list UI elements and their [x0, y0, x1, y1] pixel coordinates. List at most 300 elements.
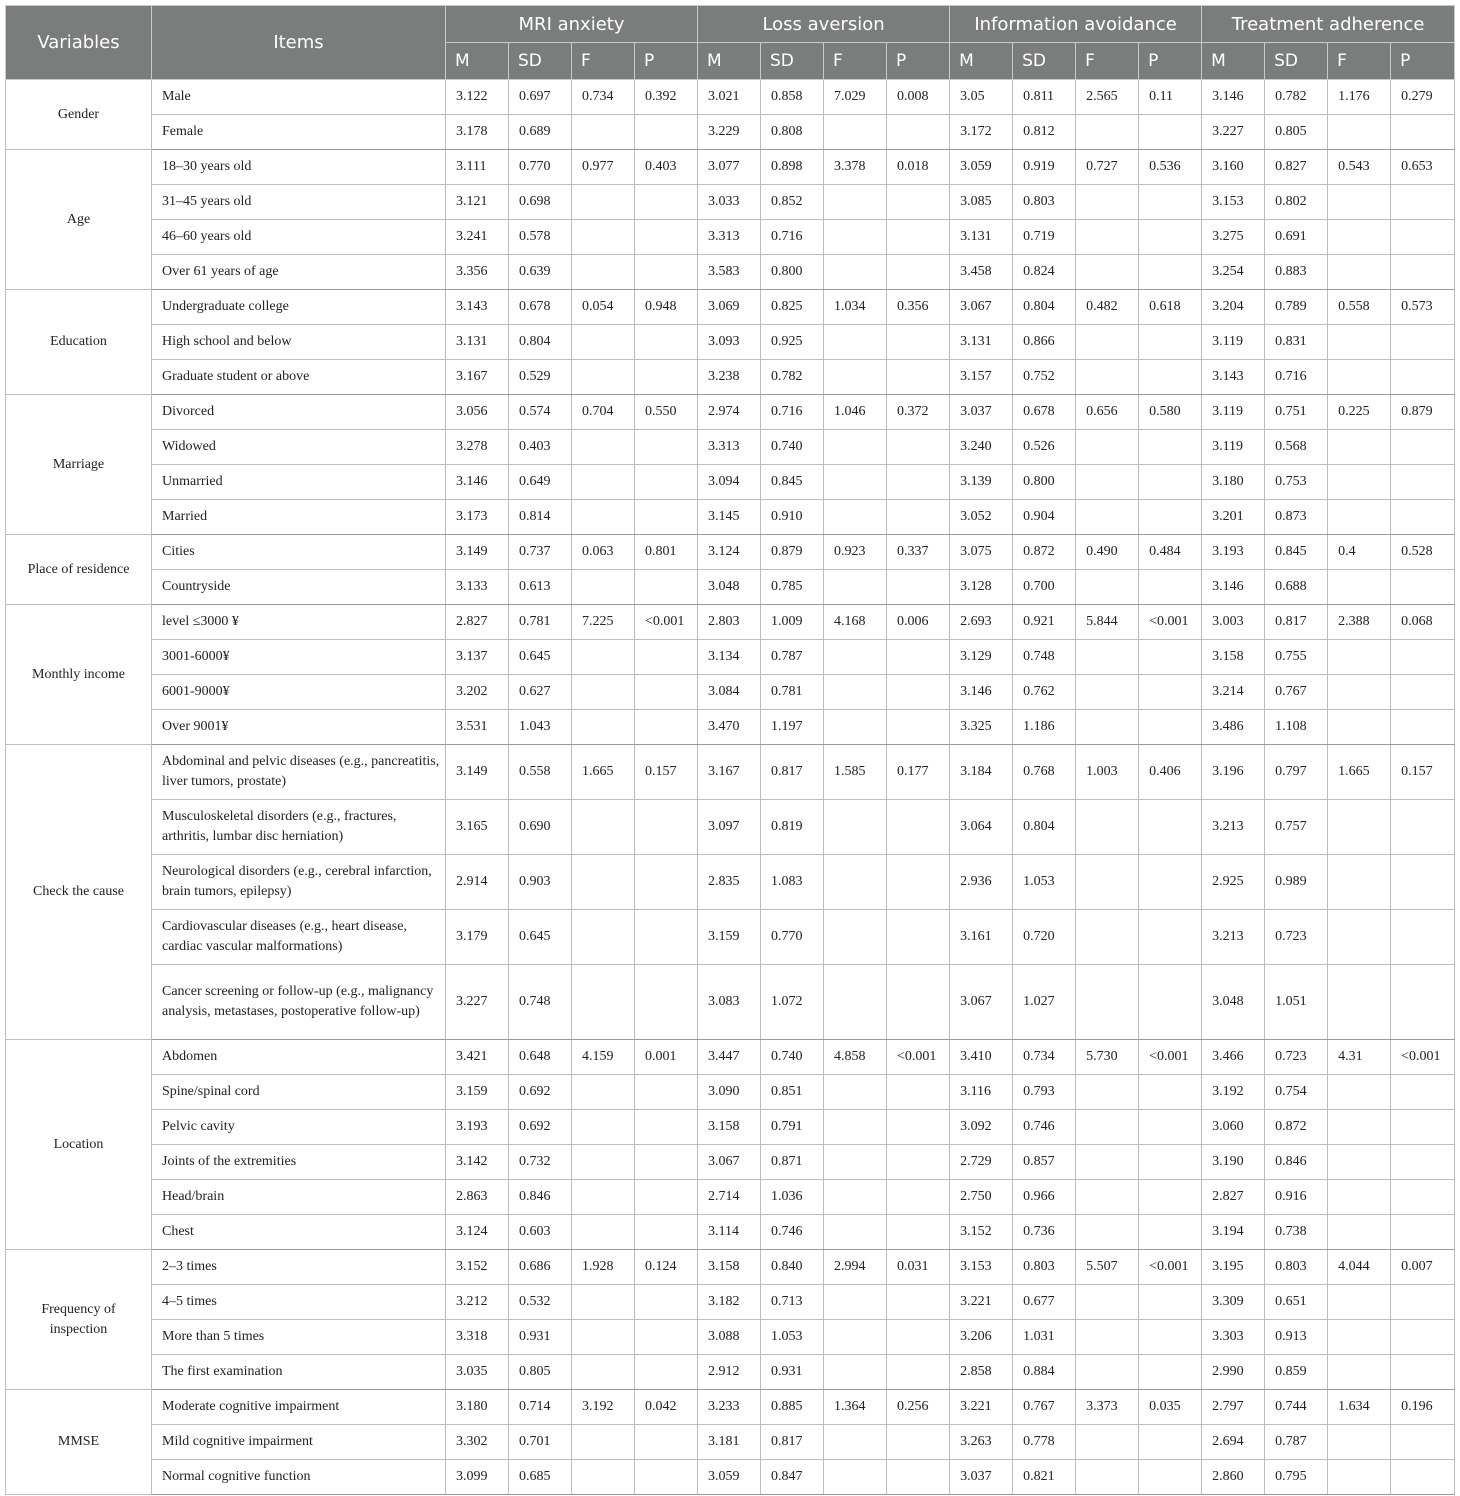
table-row: [6, 1075, 1455, 1110]
value-cell: [1076, 360, 1139, 395]
value-cell: 0.196: [1391, 1390, 1455, 1425]
value-cell: 0.804: [1013, 800, 1076, 855]
item-cell: Countryside: [152, 570, 446, 605]
value-cell: 5.730: [1076, 1040, 1139, 1075]
item-cell: Abdomen: [152, 1040, 446, 1075]
value-cell: 0.800: [761, 255, 824, 290]
subheader-p: P: [1391, 43, 1455, 80]
value-cell: 3.159: [698, 910, 761, 965]
value-cell: [1076, 220, 1139, 255]
value-cell: [635, 1110, 698, 1145]
value-cell: 3.204: [1202, 290, 1265, 325]
value-cell: 3.227: [1202, 115, 1265, 150]
value-cell: 0.797: [1265, 745, 1328, 800]
value-cell: 0.738: [1265, 1215, 1328, 1250]
value-cell: 0.802: [1265, 185, 1328, 220]
value-cell: 3.194: [1202, 1215, 1265, 1250]
item-cell: Male: [152, 80, 446, 115]
value-cell: 0.804: [509, 325, 572, 360]
value-cell: 1.036: [761, 1180, 824, 1215]
subheader-m: M: [446, 43, 509, 80]
item-cell: Divorced: [152, 395, 446, 430]
value-cell: [572, 220, 635, 255]
value-cell: [572, 1075, 635, 1110]
subheader-p: P: [635, 43, 698, 80]
value-cell: 2.803: [698, 605, 761, 640]
value-cell: [572, 1180, 635, 1215]
value-cell: 0.767: [1013, 1390, 1076, 1425]
value-cell: 3.121: [446, 185, 509, 220]
value-cell: 3.233: [698, 1390, 761, 1425]
value-cell: 1.585: [824, 745, 887, 800]
value-cell: 3.056: [446, 395, 509, 430]
value-cell: 0.812: [1013, 115, 1076, 150]
value-cell: 0.603: [509, 1215, 572, 1250]
value-cell: 0.883: [1265, 255, 1328, 290]
value-cell: 0.543: [1328, 150, 1391, 185]
value-cell: 3.122: [446, 80, 509, 115]
value-cell: 0.817: [761, 1425, 824, 1460]
value-cell: 3.111: [446, 150, 509, 185]
table-row: [6, 150, 1455, 185]
value-cell: 2.860: [1202, 1460, 1265, 1495]
value-cell: [572, 500, 635, 535]
value-cell: 1.083: [761, 855, 824, 910]
value-cell: 0.713: [761, 1285, 824, 1320]
value-cell: 0.031: [887, 1250, 950, 1285]
value-cell: 0.704: [572, 395, 635, 430]
value-cell: 1.003: [1076, 745, 1139, 800]
value-cell: 3.152: [446, 1250, 509, 1285]
item-cell: The first examination: [152, 1355, 446, 1390]
value-cell: [1328, 1145, 1391, 1180]
value-cell: [1139, 220, 1202, 255]
value-cell: 0.648: [509, 1040, 572, 1075]
table-row: [6, 1145, 1455, 1180]
value-cell: 3.149: [446, 745, 509, 800]
value-cell: 0.124: [635, 1250, 698, 1285]
value-cell: 0.701: [509, 1425, 572, 1460]
value-cell: 1.665: [572, 745, 635, 800]
value-cell: 4.159: [572, 1040, 635, 1075]
value-cell: [1076, 965, 1139, 1040]
value-cell: 2.729: [950, 1145, 1013, 1180]
value-cell: 0.063: [572, 535, 635, 570]
value-cell: 0.748: [1013, 640, 1076, 675]
value-cell: [887, 1145, 950, 1180]
value-cell: 0.781: [509, 605, 572, 640]
value-cell: 3.092: [950, 1110, 1013, 1145]
value-cell: 0.931: [509, 1320, 572, 1355]
item-cell: Pelvic cavity: [152, 1110, 446, 1145]
value-cell: [635, 675, 698, 710]
value-cell: [572, 1215, 635, 1250]
table-row: [6, 1460, 1455, 1495]
value-cell: [1139, 500, 1202, 535]
value-cell: [635, 220, 698, 255]
value-cell: 2.694: [1202, 1425, 1265, 1460]
value-cell: 3.052: [950, 500, 1013, 535]
subheader-p: P: [887, 43, 950, 80]
value-cell: 0.157: [1391, 745, 1455, 800]
item-cell: Female: [152, 115, 446, 150]
value-cell: <0.001: [1139, 1250, 1202, 1285]
value-cell: 0.789: [1265, 290, 1328, 325]
value-cell: [1391, 800, 1455, 855]
value-cell: [1139, 1180, 1202, 1215]
item-cell: 2–3 times: [152, 1250, 446, 1285]
value-cell: [1139, 965, 1202, 1040]
value-cell: [1328, 800, 1391, 855]
value-cell: 0.804: [1013, 290, 1076, 325]
value-cell: 0.4: [1328, 535, 1391, 570]
value-cell: 0.656: [1076, 395, 1139, 430]
value-cell: 3.037: [950, 395, 1013, 430]
value-cell: 0.884: [1013, 1355, 1076, 1390]
value-cell: [1076, 1145, 1139, 1180]
value-cell: [824, 430, 887, 465]
value-cell: [887, 1180, 950, 1215]
value-cell: [1076, 640, 1139, 675]
value-cell: 0.484: [1139, 535, 1202, 570]
value-cell: [824, 185, 887, 220]
value-cell: 3.067: [698, 1145, 761, 1180]
value-cell: [635, 500, 698, 535]
value-cell: 3.099: [446, 1460, 509, 1495]
value-cell: 0.054: [572, 290, 635, 325]
value-cell: [1328, 255, 1391, 290]
value-cell: [572, 255, 635, 290]
value-cell: [824, 1460, 887, 1495]
value-cell: [824, 1180, 887, 1215]
value-cell: 3.139: [950, 465, 1013, 500]
item-cell: Neurological disorders (e.g., cerebral infarction, brain tumors, epilepsy): [152, 855, 446, 910]
variable-cell: Education: [6, 290, 152, 395]
item-cell: More than 5 times: [152, 1320, 446, 1355]
value-cell: 0.698: [509, 185, 572, 220]
table-row: [6, 1425, 1455, 1460]
value-cell: 3.114: [698, 1215, 761, 1250]
value-cell: 1.053: [1013, 855, 1076, 910]
value-cell: 3.145: [698, 500, 761, 535]
value-cell: [1139, 1320, 1202, 1355]
value-cell: [1328, 115, 1391, 150]
value-cell: [1139, 430, 1202, 465]
value-cell: 0.529: [509, 360, 572, 395]
item-cell: Cities: [152, 535, 446, 570]
value-cell: 3.373: [1076, 1390, 1139, 1425]
value-cell: [1076, 1075, 1139, 1110]
value-cell: [1076, 1285, 1139, 1320]
value-cell: [1076, 1460, 1139, 1495]
variable-cell: Age: [6, 150, 152, 290]
table-row: [6, 430, 1455, 465]
value-cell: 4.168: [824, 605, 887, 640]
value-cell: [1391, 1145, 1455, 1180]
value-cell: 2.914: [446, 855, 509, 910]
value-cell: 0.558: [509, 745, 572, 800]
item-cell: 6001-9000¥: [152, 675, 446, 710]
value-cell: [1076, 910, 1139, 965]
item-cell: Musculoskeletal disorders (e.g., fractures, arthritis, lumbar disc herniation): [152, 800, 446, 855]
value-cell: 0.490: [1076, 535, 1139, 570]
value-cell: 3.075: [950, 535, 1013, 570]
value-cell: 0.177: [887, 745, 950, 800]
value-cell: [1391, 255, 1455, 290]
value-cell: [1391, 1110, 1455, 1145]
value-cell: [1076, 115, 1139, 150]
value-cell: [1391, 570, 1455, 605]
value-cell: 0.550: [635, 395, 698, 430]
value-cell: [824, 1320, 887, 1355]
value-cell: [887, 1460, 950, 1495]
value-cell: [1391, 1320, 1455, 1355]
value-cell: 0.873: [1265, 500, 1328, 535]
value-cell: [887, 465, 950, 500]
value-cell: 3.263: [950, 1425, 1013, 1460]
value-cell: 0.800: [1013, 465, 1076, 500]
value-cell: 0.677: [1013, 1285, 1076, 1320]
value-cell: [635, 115, 698, 150]
value-cell: 0.578: [509, 220, 572, 255]
value-cell: [1391, 1215, 1455, 1250]
value-cell: 2.863: [446, 1180, 509, 1215]
value-cell: 0.068: [1391, 605, 1455, 640]
value-cell: [1076, 1425, 1139, 1460]
table-row: [6, 640, 1455, 675]
value-cell: 0.720: [1013, 910, 1076, 965]
value-cell: 3.088: [698, 1320, 761, 1355]
value-cell: 0.966: [1013, 1180, 1076, 1215]
value-cell: [824, 360, 887, 395]
value-cell: [1328, 220, 1391, 255]
value-cell: [1391, 185, 1455, 220]
value-cell: 0.910: [761, 500, 824, 535]
value-cell: [1328, 1110, 1391, 1145]
header-variables: Variables: [6, 6, 152, 80]
value-cell: [1328, 965, 1391, 1040]
value-cell: [1076, 185, 1139, 220]
value-cell: [824, 220, 887, 255]
value-cell: 0.740: [761, 1040, 824, 1075]
value-cell: [635, 1425, 698, 1460]
value-cell: [1391, 965, 1455, 1040]
value-cell: 0.885: [761, 1390, 824, 1425]
value-cell: 3.195: [1202, 1250, 1265, 1285]
value-cell: 0.719: [1013, 220, 1076, 255]
table-row: [6, 1180, 1455, 1215]
subheader-sd: SD: [1013, 43, 1076, 80]
value-cell: [1328, 185, 1391, 220]
value-cell: 3.202: [446, 675, 509, 710]
value-cell: 0.831: [1265, 325, 1328, 360]
value-cell: 3.160: [1202, 150, 1265, 185]
variable-cell: Frequency of inspection: [6, 1250, 152, 1390]
value-cell: 3.119: [1202, 430, 1265, 465]
value-cell: 7.029: [824, 80, 887, 115]
value-cell: 3.119: [1202, 325, 1265, 360]
value-cell: [887, 965, 950, 1040]
table-row: [6, 325, 1455, 360]
item-cell: 3001-6000¥: [152, 640, 446, 675]
value-cell: 0.753: [1265, 465, 1328, 500]
value-cell: 3.161: [950, 910, 1013, 965]
value-cell: 3.302: [446, 1425, 509, 1460]
value-cell: 0.685: [509, 1460, 572, 1495]
value-cell: [1328, 640, 1391, 675]
value-cell: 0.618: [1139, 290, 1202, 325]
value-cell: 0.574: [509, 395, 572, 430]
value-cell: 0.846: [509, 1180, 572, 1215]
value-cell: 0.568: [1265, 430, 1328, 465]
value-cell: <0.001: [1391, 1040, 1455, 1075]
value-cell: [887, 360, 950, 395]
value-cell: 4.31: [1328, 1040, 1391, 1075]
value-cell: 3.240: [950, 430, 1013, 465]
value-cell: 3.378: [824, 150, 887, 185]
value-cell: [887, 115, 950, 150]
value-cell: 0.785: [761, 570, 824, 605]
value-cell: 3.221: [950, 1390, 1013, 1425]
value-cell: [572, 185, 635, 220]
value-cell: 0.734: [572, 80, 635, 115]
value-cell: [1391, 1285, 1455, 1320]
value-cell: [1139, 465, 1202, 500]
value-cell: 0.573: [1391, 290, 1455, 325]
value-cell: 0.403: [509, 430, 572, 465]
value-cell: [1328, 570, 1391, 605]
value-cell: [572, 1320, 635, 1355]
table-row: [6, 1390, 1455, 1425]
item-cell: Undergraduate college: [152, 290, 446, 325]
value-cell: 0.808: [761, 115, 824, 150]
value-cell: [1391, 710, 1455, 745]
value-cell: 3.003: [1202, 605, 1265, 640]
value-cell: 3.05: [950, 80, 1013, 115]
value-cell: 3.213: [1202, 800, 1265, 855]
value-cell: [572, 465, 635, 500]
value-cell: 1.034: [824, 290, 887, 325]
value-cell: 0.817: [761, 745, 824, 800]
value-cell: [824, 855, 887, 910]
value-cell: [572, 1145, 635, 1180]
item-cell: Married: [152, 500, 446, 535]
value-cell: 3.146: [1202, 80, 1265, 115]
value-cell: 0.627: [509, 675, 572, 710]
table-row: [6, 255, 1455, 290]
value-cell: [887, 910, 950, 965]
value-cell: [1328, 1215, 1391, 1250]
value-cell: [635, 1355, 698, 1390]
value-cell: [635, 570, 698, 605]
value-cell: 3.583: [698, 255, 761, 290]
value-cell: [887, 640, 950, 675]
value-cell: [1391, 675, 1455, 710]
value-cell: 0.819: [761, 800, 824, 855]
value-cell: [1076, 1355, 1139, 1390]
value-cell: 0.580: [1139, 395, 1202, 430]
table-row: [6, 535, 1455, 570]
value-cell: 3.153: [1202, 185, 1265, 220]
value-cell: 3.313: [698, 220, 761, 255]
value-cell: 1.031: [1013, 1320, 1076, 1355]
value-cell: 0.821: [1013, 1460, 1076, 1495]
value-cell: 0.817: [1265, 605, 1328, 640]
table-row: [6, 1250, 1455, 1285]
value-cell: 0.787: [1265, 1425, 1328, 1460]
value-cell: 0.279: [1391, 80, 1455, 115]
item-cell: level ≤3000 ¥: [152, 605, 446, 640]
value-cell: 0.007: [1391, 1250, 1455, 1285]
value-cell: 3.212: [446, 1285, 509, 1320]
value-cell: 3.486: [1202, 710, 1265, 745]
value-cell: [635, 910, 698, 965]
value-cell: 3.037: [950, 1460, 1013, 1495]
value-cell: [572, 640, 635, 675]
value-cell: 2.936: [950, 855, 1013, 910]
value-cell: [1076, 1320, 1139, 1355]
item-cell: 31–45 years old: [152, 185, 446, 220]
value-cell: 1.027: [1013, 965, 1076, 1040]
value-cell: 3.213: [1202, 910, 1265, 965]
value-cell: 3.134: [698, 640, 761, 675]
value-cell: [887, 570, 950, 605]
value-cell: [824, 1145, 887, 1180]
value-cell: 3.137: [446, 640, 509, 675]
value-cell: [1391, 220, 1455, 255]
value-cell: [1139, 325, 1202, 360]
value-cell: 0.752: [1013, 360, 1076, 395]
value-cell: [635, 360, 698, 395]
value-cell: [635, 965, 698, 1040]
value-cell: [1391, 910, 1455, 965]
value-cell: 0.372: [887, 395, 950, 430]
value-cell: 0.526: [1013, 430, 1076, 465]
value-cell: [1139, 1355, 1202, 1390]
value-cell: 0.356: [887, 290, 950, 325]
value-cell: 3.133: [446, 570, 509, 605]
value-cell: 0.751: [1265, 395, 1328, 430]
value-cell: [572, 1110, 635, 1145]
subheader-sd: SD: [761, 43, 824, 80]
value-cell: 0.678: [1013, 395, 1076, 430]
item-cell: Normal cognitive function: [152, 1460, 446, 1495]
value-cell: 0.782: [761, 360, 824, 395]
value-cell: 0.690: [509, 800, 572, 855]
value-cell: 3.084: [698, 675, 761, 710]
value-cell: <0.001: [1139, 1040, 1202, 1075]
value-cell: 0.770: [509, 150, 572, 185]
item-cell: 4–5 times: [152, 1285, 446, 1320]
value-cell: 3.241: [446, 220, 509, 255]
value-cell: [1139, 855, 1202, 910]
value-cell: [887, 325, 950, 360]
value-cell: 3.421: [446, 1040, 509, 1075]
value-cell: 0.859: [1265, 1355, 1328, 1390]
item-cell: Joints of the extremities: [152, 1145, 446, 1180]
value-cell: <0.001: [635, 605, 698, 640]
value-cell: 0.639: [509, 255, 572, 290]
value-cell: 3.158: [1202, 640, 1265, 675]
value-cell: [1139, 115, 1202, 150]
value-cell: 3.221: [950, 1285, 1013, 1320]
value-cell: 3.206: [950, 1320, 1013, 1355]
value-cell: 3.275: [1202, 220, 1265, 255]
value-cell: 3.157: [950, 360, 1013, 395]
value-cell: 0.734: [1013, 1040, 1076, 1075]
value-cell: 0.916: [1265, 1180, 1328, 1215]
value-cell: 3.193: [1202, 535, 1265, 570]
